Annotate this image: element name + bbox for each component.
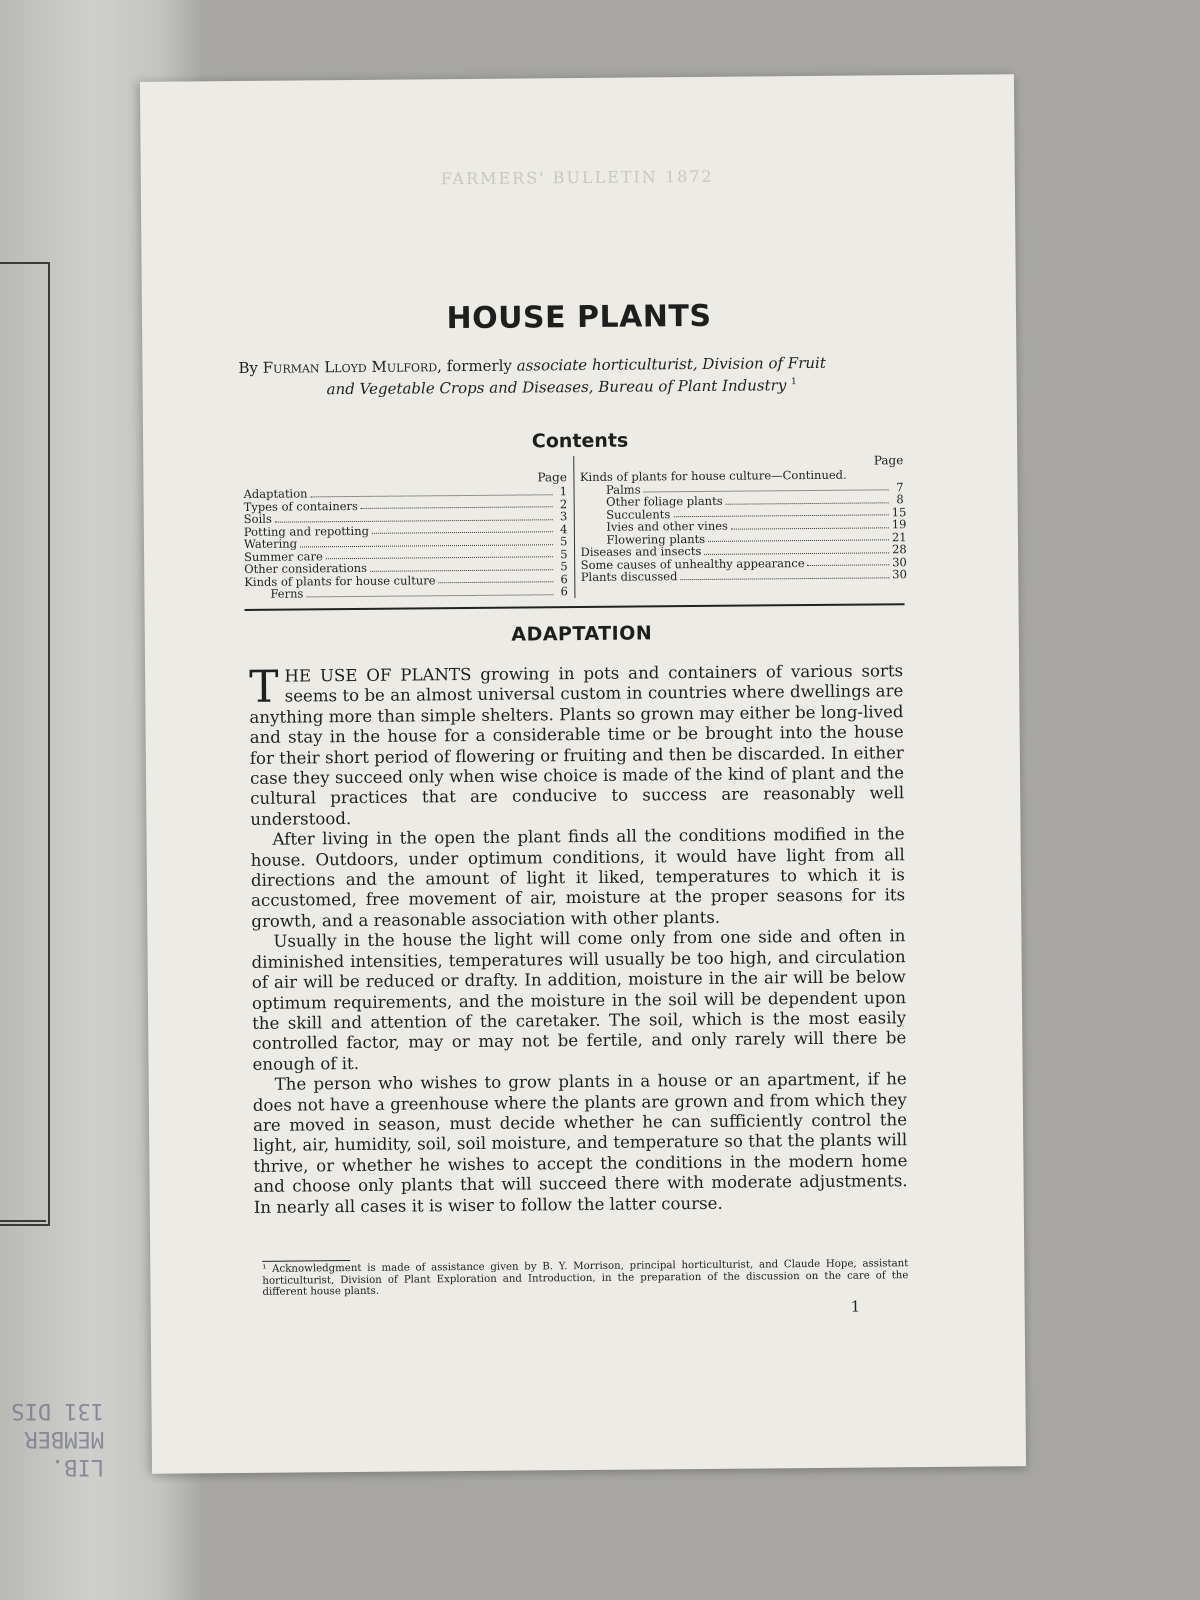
- toc-leader-dots: [361, 506, 552, 509]
- toc-leader-dots: [708, 539, 889, 542]
- toc-leader-dots: [275, 519, 552, 522]
- paragraph-text: growing in pots and containers of various sorts seems to be an almost universal custom in countries where dwellings are anything more than simple shelters. Plants so grown may either be long-lived and stay in the house for a considerable time or be brought into the house for their short period of flowering or fruiting and then be discarded. In either case they succeed only when wise choice is made of the kind of plant and the cultural practices that are conducive to success are reasonably well understood.: [249, 661, 905, 829]
- paragraph: Usually in the house the light will come only from one side and often in diminished intensities, temperatures will usually be too high, and circulation of air will be reduced or drafty. In addition, moisture in the air will be below optimum requirements, and the moisture in the soil will be dependent upon the skill and attention of the caretaker. The soil, which is the most easily controlled factor, may or may not be fertile, and only rarely will there be enough of it.: [251, 926, 907, 1074]
- footnote-rule: [262, 1260, 350, 1262]
- toc-entry-label: Kinds of plants for house culture—Continued.: [579, 467, 847, 485]
- toc-entry-page: 19: [891, 517, 907, 532]
- author-position-2: and Vegetable Crops and Diseases, Bureau of Plant Industry: [326, 376, 787, 399]
- library-stamp: LIB. MEMBER 131 DIS: [11, 1398, 104, 1479]
- contents-heading: Contents: [531, 429, 629, 453]
- toc-entry-label: Types of containers: [243, 498, 358, 514]
- toc-leader-dots: [644, 489, 889, 492]
- table-of-contents: [243, 453, 907, 601]
- paragraph: After living in the open the plant finds all the conditions modified in the house. Outdoors, under optimum conditions, it would have light from all directions and the amount of light it liked, temperatures to which it is accustomed, free movement of air, moisture at the proper seasons for its growth, and a reasonable association with other plants.: [250, 824, 906, 931]
- toc-leader-dots: [673, 514, 889, 517]
- toc-leader-dots: [311, 494, 552, 497]
- toc-entry-label: Flowering plants: [606, 531, 706, 547]
- toc-entry-label: Other considerations: [244, 560, 368, 576]
- toc-entry-label: Summer care: [244, 548, 323, 564]
- byline-prefix: By: [238, 358, 259, 377]
- footnote: ¹ Acknowledgment is made of assistance given by B. Y. Morrison, principal horticulturist, and Claude Hope, assistant horticulturist, Division of Plant Exploration and Introduction, in the preparation of the discussion on the care of the different house plants.: [262, 1258, 909, 1298]
- lead-in-caps: HE USE OF PLANTS: [284, 664, 472, 686]
- toc-entry: [581, 568, 905, 583]
- paragraph: The person who wishes to grow plants in a house or an apartment, if he does not have a greenhouse where the plants are grown and from which they are moved in season, must decide whether he can sufficiently control the light, air, humidity, soil, soil moisture, and temperature so that the plants will thrive, or whether he wishes to accept the conditions in the modern home and choose only plants that will succeed there with moderate adjustments. In nearly all cases it is wiser to follow the latter course.: [252, 1069, 908, 1217]
- toc-entry-label: Some causes of unhealthy appearance: [580, 555, 805, 572]
- toc-entry-label: Adaptation: [243, 486, 308, 501]
- article-body: [249, 661, 908, 1218]
- toc-page-label: Page: [537, 470, 567, 485]
- byline: [238, 353, 898, 400]
- toc-page-label: Page: [873, 453, 904, 468]
- toc-entry-page: 5: [560, 534, 568, 549]
- toc-entry-label: Watering: [243, 536, 298, 551]
- toc-entry-page: 21: [891, 529, 907, 544]
- toc-entry-label: Ivies and other vines: [606, 518, 728, 534]
- toc-entry-page: 4: [559, 521, 568, 536]
- toc-entry-page: 30: [892, 554, 907, 569]
- footnote-ref: 1: [790, 377, 797, 388]
- toc-left-column: [243, 456, 568, 600]
- toc-entry: [244, 585, 568, 600]
- toc-leader-dots: [306, 594, 553, 597]
- paragraph: [249, 661, 904, 830]
- toc-entry-label: Potting and repotting: [243, 523, 370, 539]
- toc-entry-label: Plants discussed: [580, 569, 678, 585]
- toc-entry-label: Succulents: [606, 506, 671, 522]
- toc-entry-page: 6: [560, 571, 568, 586]
- section-heading: ADAPTATION: [511, 622, 653, 646]
- toc-entry-label: Soils: [243, 511, 272, 526]
- toc-entry-label: Palms: [605, 481, 641, 497]
- toc-leader-dots: [731, 527, 889, 529]
- author-name: Furman Lloyd Mulford: [262, 357, 438, 377]
- page-number: 1: [850, 1297, 861, 1316]
- facing-page-rule: [0, 1220, 46, 1222]
- toc-leader-dots: [808, 564, 890, 566]
- toc-entry-page: 5: [560, 546, 568, 561]
- toc-entry-label: Other foliage plants: [606, 493, 723, 509]
- toc-entry-page: 2: [559, 496, 568, 511]
- toc-leader-dots: [439, 581, 553, 583]
- drop-cap: T: [249, 661, 279, 713]
- toc-right-list: [579, 467, 907, 585]
- toc-leader-dots: [326, 556, 553, 559]
- toc-entry-page: 28: [891, 542, 907, 557]
- toc-right-column: [573, 453, 905, 597]
- toc-entry-page: 8: [896, 492, 904, 507]
- toc-entry-label: Diseases and insects: [580, 543, 702, 560]
- facing-page-frame: [0, 262, 50, 1226]
- page-title: HOUSE PLANTS: [446, 298, 712, 337]
- toc-entry-page: 5: [560, 559, 568, 574]
- toc-entry-label: Ferns: [270, 586, 304, 601]
- byline-formerly: , formerly: [437, 356, 513, 376]
- toc-leader-dots: [370, 569, 553, 572]
- toc-leader-dots: [704, 552, 889, 555]
- contents-divider: [245, 603, 905, 611]
- toc-left-list: [243, 485, 567, 600]
- toc-leader-dots: [300, 544, 552, 547]
- toc-entry-page: 15: [891, 504, 907, 519]
- bleed-through-header: FARMERS' BULLETIN 1872: [440, 166, 714, 189]
- toc-entry-label: Kinds of plants for house culture: [244, 572, 436, 589]
- toc-leader-dots: [680, 577, 889, 580]
- toc-entry-page: 3: [559, 509, 568, 524]
- bulletin-page: [140, 74, 1026, 1474]
- toc-leader-dots: [372, 531, 552, 534]
- author-position-1: associate horticulturist, Division of Fruit: [516, 353, 826, 375]
- toc-entry-page: 30: [892, 567, 907, 582]
- toc-entry-page: 7: [896, 479, 904, 494]
- toc-leader-dots: [726, 502, 889, 504]
- toc-entry-page: 1: [559, 484, 568, 499]
- toc-entry-page: 6: [560, 584, 568, 599]
